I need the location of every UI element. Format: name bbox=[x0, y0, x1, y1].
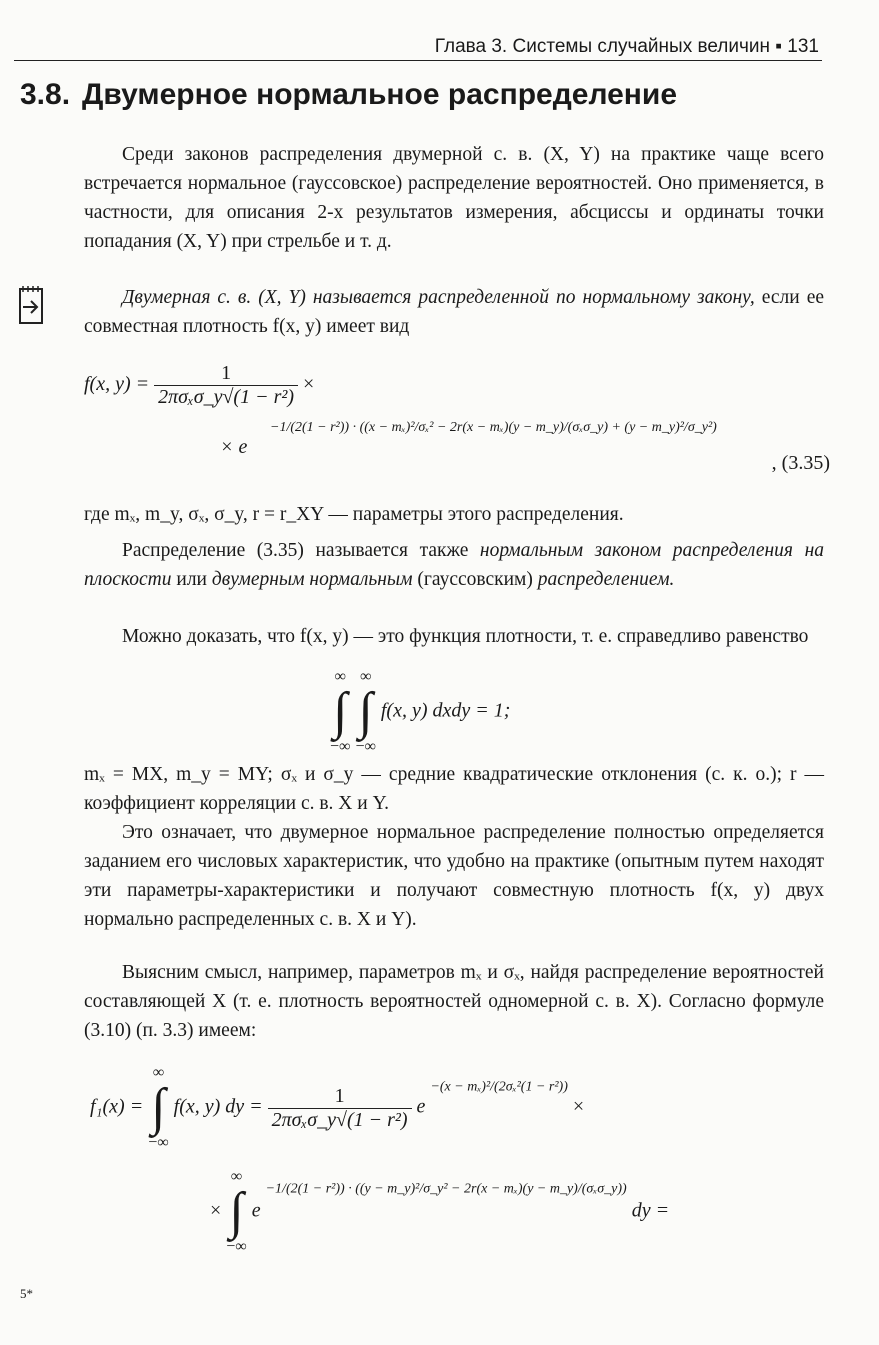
also-term-2: двумерным нормальным bbox=[211, 569, 413, 590]
section-title bbox=[20, 78, 677, 112]
paragraph-means bbox=[84, 818, 824, 934]
times-sign-3: × bbox=[210, 1199, 222, 1222]
paragraph-params-text: где mₓ, m_y, σₓ, σ_y, r = r_XY — параметры этого распределения. bbox=[84, 504, 624, 525]
marginal-exponent: −(x − mₓ)²/(2σₓ²(1 − r²)) bbox=[430, 1079, 568, 1095]
section-number: 3.8. bbox=[20, 78, 71, 111]
also-term-1: нормальным законом распределения на плоскости bbox=[84, 540, 824, 590]
section-title-text: Двумерное нормальное распределение bbox=[82, 78, 678, 111]
times-sign-2: × bbox=[572, 1095, 585, 1118]
also-text-1: Распределение (3.35) называется также bbox=[122, 540, 480, 561]
formula-fraction bbox=[154, 362, 298, 409]
marginal-mid: f(x, y) dy = bbox=[173, 1095, 263, 1118]
integral-body: f(x, y) dxdy = 1; bbox=[380, 699, 511, 722]
equation-number: , (3.35) bbox=[771, 452, 830, 474]
also-text-2: или bbox=[171, 569, 212, 590]
paragraph-definition bbox=[84, 283, 824, 341]
marginal-lhs: f₁(x) = bbox=[90, 1095, 144, 1118]
paragraph-moments bbox=[84, 760, 824, 818]
marginal-exp-base: e bbox=[416, 1095, 426, 1118]
paragraph-meaning-text: Выясним смысл, например, параметров mₓ и σₓ, найдя распределение вероятностей составляющей X (т. е. плотность вероятностей одномерной с. в. X). Согласно формуле (3.10) (п. 3.3) имеем: bbox=[84, 962, 824, 1041]
running-head: Глава 3. Системы случайных величин ▪ 131 bbox=[434, 36, 819, 57]
inner-exp-base: e bbox=[251, 1199, 261, 1222]
exponent: −1/(2(1 − r²)) · ((x − mₓ)²/σₓ² − 2r(x − mₓ)(y − m_y)/(σₓσ_y) + (y − m_y)²/σ_y²) bbox=[270, 420, 717, 435]
formula-3-35-line1 bbox=[84, 362, 314, 409]
inner-tail: dy = bbox=[631, 1199, 670, 1222]
formula-3-35-line2 bbox=[220, 420, 830, 474]
header-rule bbox=[14, 60, 822, 61]
formula-lhs: f(x, y) = bbox=[84, 373, 150, 396]
paragraph-means-text: Это означает, что двумерное нормальное распределение полностью определяется заданием его числовых характеристик, что удобно на практике (опытным путем находят эти параметры-характеристики и получают совместную плотность f(x, y) двух нормально распределенных с. в. X и Y). bbox=[84, 822, 824, 930]
paragraph-meaning bbox=[84, 958, 824, 1045]
signature-mark: 5* bbox=[20, 1286, 33, 1301]
paragraph-moments-text: mₓ = MX, m_y = MY; σₓ и σ_y — средние квадратические отклонения (с. к. о.); r — коэффициент корреляции с. в. X и Y. bbox=[84, 764, 824, 814]
integral-1: ∞ ∫ −∞ bbox=[330, 668, 351, 755]
paragraph-prove bbox=[84, 622, 824, 651]
exp-base: × e bbox=[220, 436, 248, 458]
paragraph-params bbox=[84, 500, 824, 529]
definition-term: Двумерная с. в. (X, Y) называется распределенной по нормальному закону, bbox=[122, 287, 755, 308]
integral-3: ∞ ∫ −∞ bbox=[148, 1064, 169, 1151]
paragraph-intro bbox=[84, 140, 824, 256]
marginal-fraction: $\frac{1}{\text{2πσₓσ\_y√(1 − r²)}}$ bbox=[268, 1085, 412, 1132]
also-text-3: (гауссовским) bbox=[412, 569, 538, 590]
fraction-numerator: 1 bbox=[221, 362, 232, 384]
paragraph-also bbox=[84, 536, 824, 594]
fraction-denominator: 2πσₓσ_y√(1 − r²) bbox=[154, 385, 298, 409]
formula-double-integral bbox=[330, 668, 510, 756]
formula-marginal-line2 bbox=[210, 1168, 830, 1256]
paragraph-prove-text: Можно доказать, что f(x, y) — это функция плотности, т. е. справедливо равенство bbox=[122, 626, 809, 647]
formula-marginal-line1 bbox=[90, 1064, 584, 1152]
also-term-3: распределением. bbox=[537, 569, 675, 590]
times-sign: × bbox=[303, 373, 315, 396]
paragraph-intro-text: Среди законов распределения двумерной с. в. (X, Y) на практике чаще всего встречается нормальное (гауссовское) распределение вероятностей. Оно применяется, в частности, для описания 2-х результатов измерения, абсциссы и ординаты точки попадания (X, Y) при стрельбе и т. д. bbox=[84, 144, 824, 252]
inner-exponent: −1/(2(1 − r²)) · ((y − m_y)²/σ_y² − 2r(x − mₓ)(y − m_y)/(σₓσ_y)) bbox=[265, 1181, 627, 1197]
integral-4: ∞ ∫ −∞ bbox=[226, 1168, 247, 1255]
definition-icon bbox=[17, 283, 47, 327]
definition-rest: если ее совместная плотность f(x, y) имеет вид bbox=[84, 287, 825, 337]
integral-2: ∞ ∫ −∞ bbox=[355, 668, 376, 755]
